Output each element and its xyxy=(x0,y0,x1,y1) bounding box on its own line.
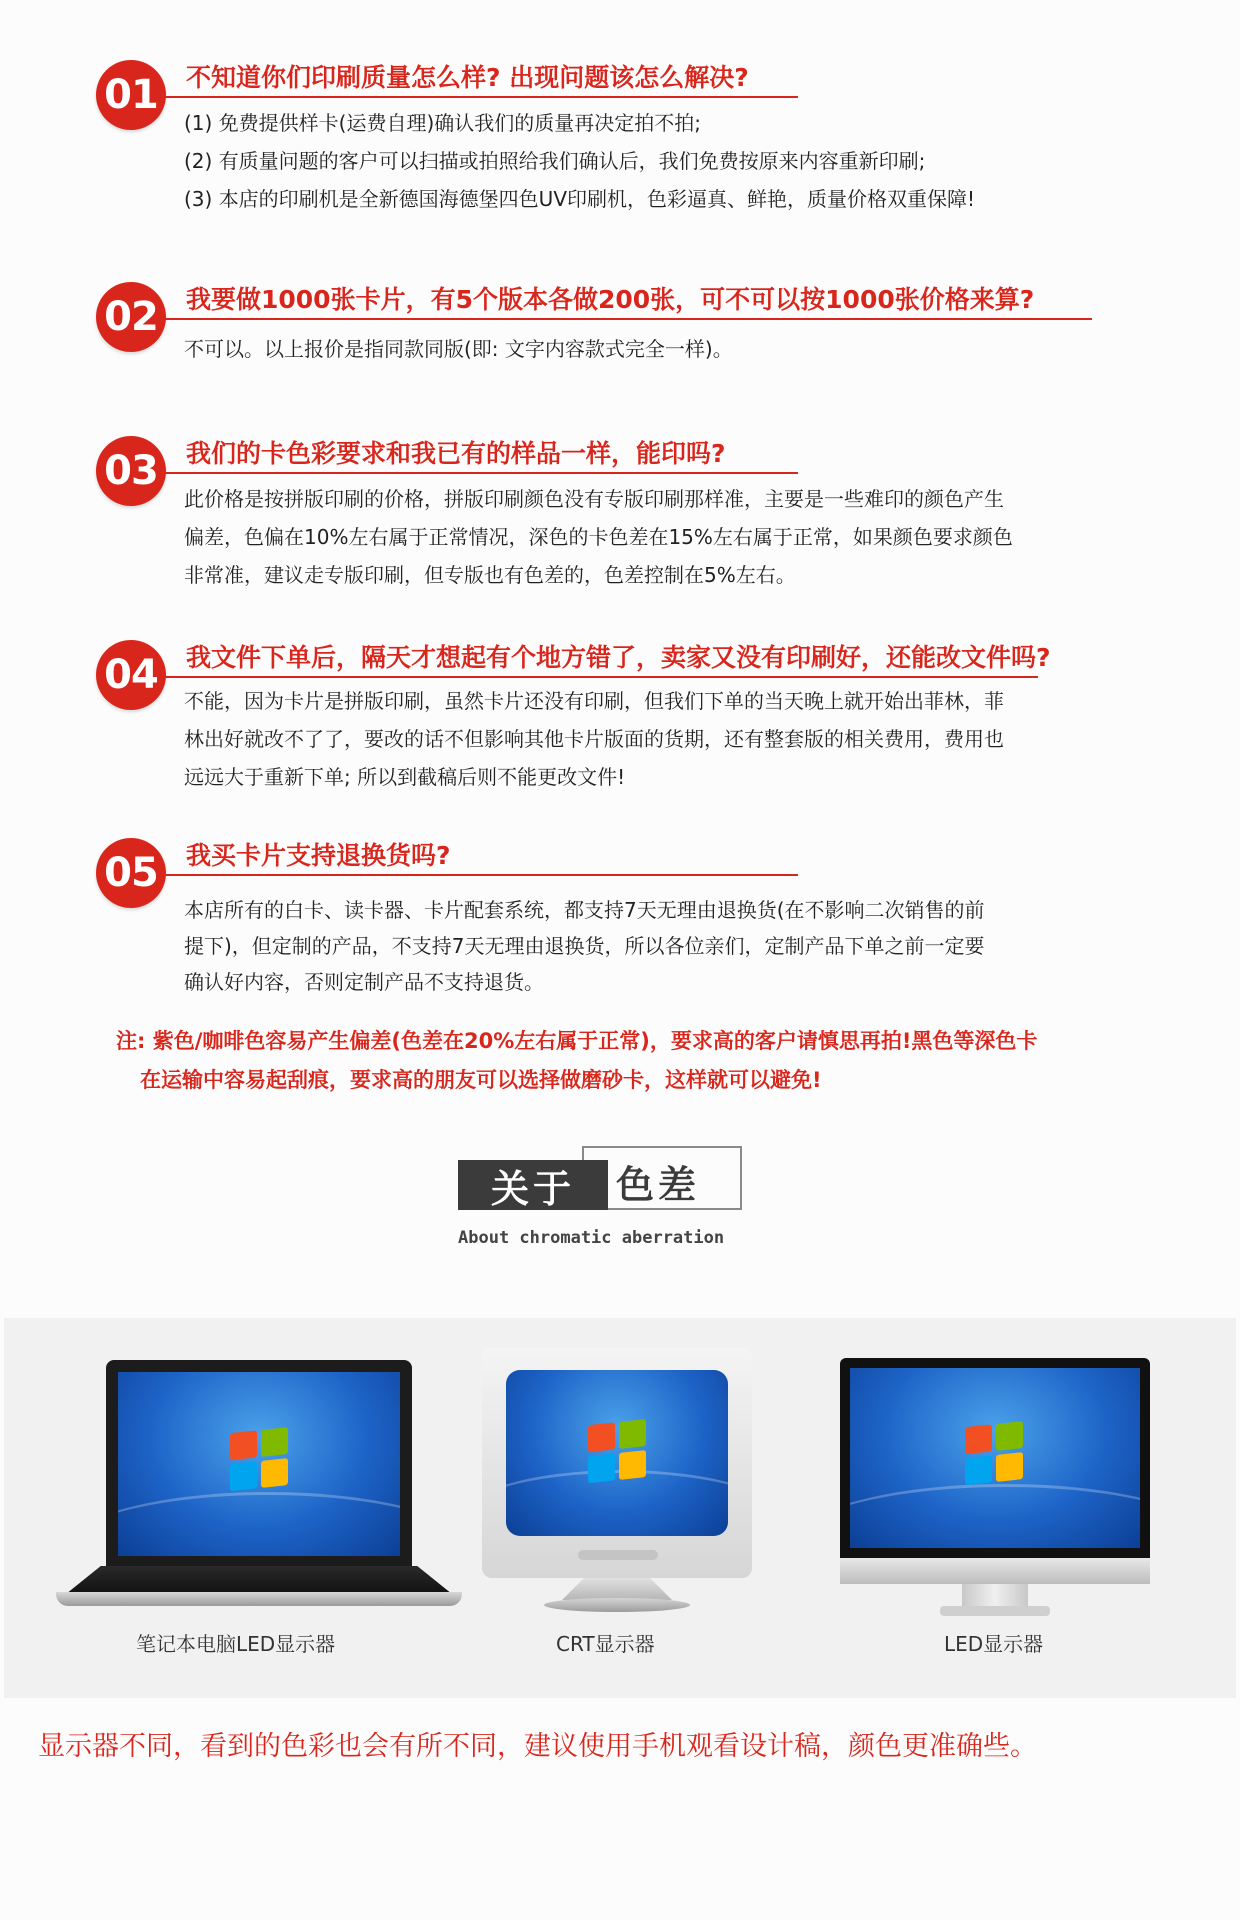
answer-line: 非常准，建议走专版印刷，但专版也有色差的，色差控制在5%左右。 xyxy=(184,563,796,587)
windows-logo-icon xyxy=(965,1421,1025,1487)
crt-monitor-icon xyxy=(482,1348,752,1616)
laptop-screen xyxy=(118,1372,400,1556)
question-underline xyxy=(158,96,798,98)
faq-number-badge: 02 xyxy=(96,282,166,352)
faq-question: 我们的卡色彩要求和我已有的样品一样，能印吗? xyxy=(186,439,726,468)
display-label: 笔记本电脑LED显示器 xyxy=(136,1632,336,1656)
question-underline xyxy=(158,472,798,474)
about-subtitle: About chromatic aberration xyxy=(458,1228,725,1248)
answer-line: 偏差，色偏在10%左右属于正常情况，深色的卡色差在15%左右属于正常，如果颜色要求颜色 xyxy=(184,525,1013,549)
faq-answer xyxy=(184,104,975,218)
faq-question: 我买卡片支持退换货吗? xyxy=(186,841,451,870)
note-line: 在运输中容易起刮痕，要求高的朋友可以选择做磨砂卡，这样就可以避免! xyxy=(140,1068,822,1092)
answer-line: 不可以。以上报价是指同款同版(即: 文字内容款式完全一样)。 xyxy=(184,337,733,361)
faq-question: 我要做1000张卡片，有5个版本各做200张，可不可以按1000张价格来算? xyxy=(186,285,1035,314)
answer-line: 本店所有的白卡、读卡器、卡片配套系统，都支持7天无理由退换货(在不影响二次销售的前 xyxy=(184,898,985,922)
crt-screen xyxy=(506,1370,728,1536)
answer-line: (3) 本店的印刷机是全新德国海德堡四色UV印刷机，色彩逼真、鲜艳，质量价格双重保障! xyxy=(184,187,976,211)
about-title-dark: 关于 xyxy=(458,1160,608,1210)
displays-panel xyxy=(4,1318,1236,1698)
question-underline xyxy=(158,874,798,876)
answer-line: 此价格是按拼版印刷的价格，拼版印刷颜色没有专版印刷那样准，主要是一些难印的颜色产生 xyxy=(184,487,1004,511)
faq-question: 我文件下单后，隔天才想起有个地方错了，卖家又没有印刷好，还能改文件吗? xyxy=(186,643,1051,672)
laptop-icon xyxy=(48,1360,468,1610)
led-screen xyxy=(850,1368,1140,1548)
answer-line: 不能，因为卡片是拼版印刷，虽然卡片还没有印刷，但我们下单的当天晚上就开始出菲林，菲 xyxy=(184,689,1004,713)
faq-answer xyxy=(184,892,985,1000)
display-label: LED显示器 xyxy=(944,1632,1044,1656)
color-note xyxy=(116,1022,1037,1100)
windows-logo-icon xyxy=(588,1419,648,1485)
answer-line: (2) 有质量问题的客户可以扫描或拍照给我们确认后，我们免费按原来内容重新印刷; xyxy=(184,149,926,173)
windows-logo-icon xyxy=(230,1427,290,1493)
faq-number-badge: 04 xyxy=(96,640,166,710)
answer-line: (1) 免费提供样卡(运费自理)确认我们的质量再决定拍不拍; xyxy=(184,111,702,135)
monitor-difference-note: 显示器不同，看到的色彩也会有所不同，建议使用手机观看设计稿，颜色更准确些。 xyxy=(38,1731,1037,1762)
display-label: CRT显示器 xyxy=(556,1632,655,1656)
answer-line: 确认好内容，否则定制产品不支持退货。 xyxy=(184,970,544,994)
answer-line: 提下)，但定制的产品，不支持7天无理由退换货，所以各位亲们，定制产品下单之前一定要 xyxy=(184,934,985,958)
answer-line: 远远大于重新下单; 所以到截稿后则不能更改文件! xyxy=(184,765,626,789)
faq-question: 不知道你们印刷质量怎么样? 出现问题该怎么解决? xyxy=(186,63,749,92)
answer-line: 林出好就改不了了，要改的话不但影响其他卡片版面的货期，还有整套版的相关费用，费用也 xyxy=(184,727,1004,751)
question-underline xyxy=(158,676,1038,678)
faq-answer xyxy=(184,480,1013,594)
question-underline xyxy=(158,318,1092,320)
led-monitor-icon xyxy=(840,1358,1150,1620)
faq-number-badge: 05 xyxy=(96,838,166,908)
about-title-light: 色差 xyxy=(616,1163,701,1207)
faq-number-badge: 01 xyxy=(96,60,166,130)
note-line: 注: 紫色/咖啡色容易产生偏差(色差在20%左右属于正常)，要求高的客户请慎思再拍!黑色等深色卡 xyxy=(116,1029,1038,1053)
faq-answer xyxy=(184,330,733,368)
about-header xyxy=(458,1146,748,1246)
faq-number-badge: 03 xyxy=(96,436,166,506)
faq-answer xyxy=(184,682,1004,796)
